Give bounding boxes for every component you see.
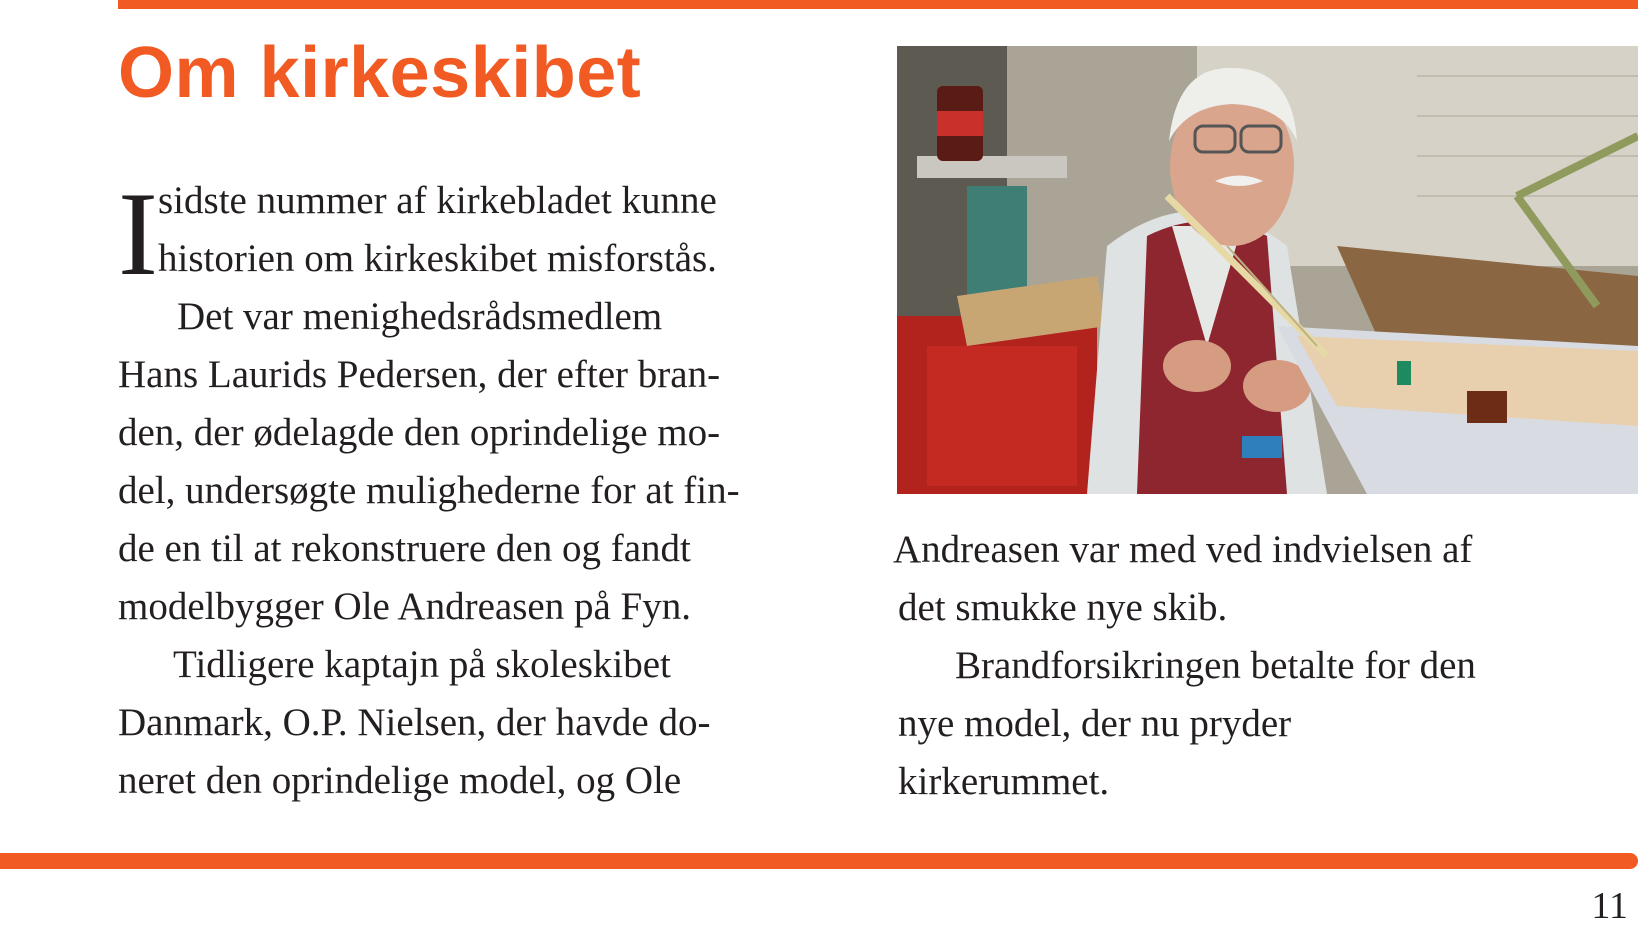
text-line: Det var menighedsrådsmedlem [177, 295, 663, 338]
text-line: det smukke nye skib. [898, 586, 1228, 629]
text-line: historien om kirkeskibet misforstås. [158, 237, 717, 280]
article-column-left [118, 167, 740, 810]
top-accent-rule [118, 0, 1638, 9]
text-line: modelbygger Ole Andreasen på Fyn. [118, 585, 691, 628]
text-line: Tidligere kaptajn på skoleskibet [173, 643, 671, 686]
article-column-right [893, 521, 1476, 811]
article-title: Om kirkeskibet [118, 33, 642, 113]
bottom-accent-rule [0, 853, 1638, 869]
text-line: del, undersøgte mulighederne for at fin- [118, 469, 740, 512]
text-line: sidste nummer af kirkebladet kunne [158, 179, 717, 222]
text-line: nye model, der nu pryder [898, 702, 1292, 745]
drop-cap: I [118, 167, 158, 300]
text-line: Andreasen var med ved indvielsen af [893, 528, 1473, 571]
text-line: den, der ødelagde den oprindelige mo- [118, 411, 721, 454]
text-line: de en til at rekonstruere den og fandt [118, 527, 691, 570]
text-line: neret den oprindelige model, og Ole [118, 759, 682, 802]
photo-modelbuilder-with-ship [897, 46, 1638, 494]
text-line: Hans Laurids Pedersen, der efter bran- [118, 353, 721, 396]
text-line: Brandforsikringen betalte for den [955, 644, 1476, 687]
page-number: 11 [1591, 885, 1628, 927]
photo-illustration [897, 46, 1638, 494]
text-line: Danmark, O.P. Nielsen, der havde do- [118, 701, 711, 744]
text-line: kirkerummet. [898, 760, 1110, 803]
